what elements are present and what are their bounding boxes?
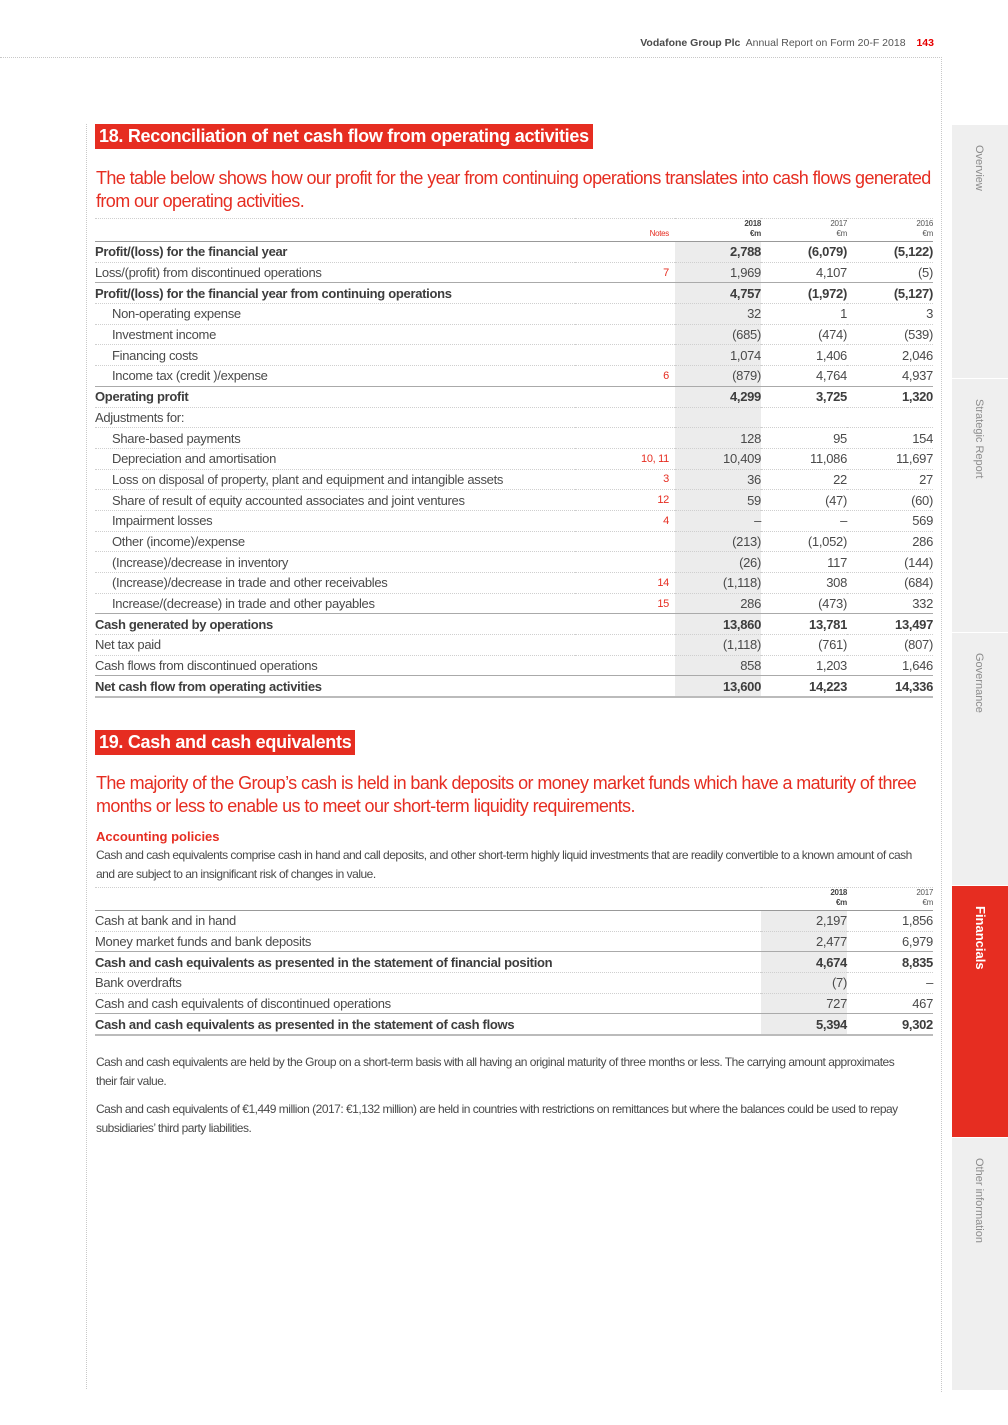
value-2017: 11,086: [761, 448, 847, 469]
value-2017: (47): [761, 490, 847, 511]
section-18-title: 18. Reconciliation of net cash flow from operating activities: [95, 124, 593, 149]
page-number: 143: [916, 37, 934, 49]
table-row: [95, 324, 933, 345]
side-tab-label: Financials: [973, 906, 988, 970]
table-row: [95, 552, 933, 573]
value-2016: 3: [847, 304, 933, 325]
value-2017: 4,107: [761, 262, 847, 283]
row-label: Cash and cash equivalents as presented in the statement of financial position: [95, 952, 761, 973]
value-2016: (539): [847, 324, 933, 345]
year-2018-header: 2018 €m: [761, 888, 847, 911]
table-row: [95, 510, 933, 531]
table-row: [95, 283, 933, 304]
page-header: [640, 37, 934, 49]
value-2017: 1: [761, 304, 847, 325]
row-note-ref: 12: [575, 490, 675, 511]
row-label: Non-operating expense: [95, 304, 575, 325]
value-2016: 154: [847, 428, 933, 449]
value-2017: 22: [761, 469, 847, 490]
label-header: [95, 888, 761, 911]
table-row: [95, 676, 933, 697]
value-2016: [847, 407, 933, 428]
row-note-ref: 4: [575, 510, 675, 531]
table-row: [95, 993, 933, 1014]
header-divider: [0, 57, 942, 58]
label-header: [95, 219, 575, 242]
row-note-ref: [575, 531, 675, 552]
row-label: Share of result of equity accounted associates and joint ventures: [95, 490, 575, 511]
row-note-ref: [575, 655, 675, 676]
value-2018: 4,757: [675, 283, 761, 304]
value-2017: 3,725: [761, 386, 847, 407]
row-note-ref: [575, 283, 675, 304]
row-note-ref: [575, 676, 675, 697]
company-name: Vodafone Group Plc: [640, 37, 741, 49]
cash-note-paragraph-2: Cash and cash equivalents of €1,449 million (2017: €1,132 million) are held in countries with restrictions on remittances but where the balances could be used to repay subsidiaries’ third party liabilities.: [96, 1102, 898, 1135]
value-2016: (60): [847, 490, 933, 511]
value-2016: 286: [847, 531, 933, 552]
value-2016: 14,336: [847, 676, 933, 697]
value-2017: 95: [761, 428, 847, 449]
reconciliation-table: [95, 218, 933, 698]
value-2018: 4,299: [675, 386, 761, 407]
accounting-policies-text: Cash and cash equivalents comprise cash in hand and call deposits, and other short-term highly liquid investments that are readily convertible to a known amount of cash and are subject to an insignificant risk of changes in value.: [96, 848, 912, 881]
table-row: [95, 386, 933, 407]
row-label: (Increase)/decrease in inventory: [95, 552, 575, 573]
row-note-ref: 6: [575, 366, 675, 387]
side-tab-financials[interactable]: [952, 885, 1008, 1137]
year-2017-header: 2017 €m: [847, 888, 933, 911]
value-2018: 5,394: [761, 1014, 847, 1035]
row-label: Net cash flow from operating activities: [95, 676, 575, 697]
row-label: Loss on disposal of property, plant and equipment and intangible assets: [95, 469, 575, 490]
row-note-ref: [575, 635, 675, 656]
value-2018: 4,674: [761, 952, 847, 973]
value-2017: (1,052): [761, 531, 847, 552]
value-2016: 27: [847, 469, 933, 490]
value-2018: 286: [675, 593, 761, 614]
table-row: [95, 448, 933, 469]
row-note-ref: [575, 324, 675, 345]
value-2016: (5): [847, 262, 933, 283]
row-label: Financing costs: [95, 345, 575, 366]
row-note-ref: [575, 304, 675, 325]
value-2018: 2,788: [675, 242, 761, 263]
row-label: Other (income)/expense: [95, 531, 575, 552]
row-note-ref: [575, 428, 675, 449]
value-2018: (7): [761, 973, 847, 994]
table-row: [95, 614, 933, 635]
value-2018: (213): [675, 531, 761, 552]
value-2017: –: [761, 510, 847, 531]
value-2016: 11,697: [847, 448, 933, 469]
value-2018: 128: [675, 428, 761, 449]
value-2017: 1,203: [761, 655, 847, 676]
value-2018: 2,477: [761, 931, 847, 952]
row-label: Money market funds and bank deposits: [95, 931, 761, 952]
row-label: Income tax (credit )/expense: [95, 366, 575, 387]
value-2018: 1,074: [675, 345, 761, 366]
value-2016: 569: [847, 510, 933, 531]
row-note-ref: [575, 407, 675, 428]
row-label: Cash and cash equivalents as presented in the statement of cash flows: [95, 1014, 761, 1035]
cash-equivalents-table: [95, 887, 933, 1036]
table-row: [95, 345, 933, 366]
value-2017: (761): [761, 635, 847, 656]
row-note-ref: 3: [575, 469, 675, 490]
value-2018: (1,118): [675, 573, 761, 594]
year-2017-header: 2017 €m: [761, 219, 847, 242]
row-label: Cash at bank and in hand: [95, 911, 761, 932]
row-label: Operating profit: [95, 386, 575, 407]
table-row: [95, 911, 933, 932]
side-tab-other-information[interactable]: [952, 1137, 1008, 1390]
value-2017: (6,079): [761, 242, 847, 263]
table-row: [95, 262, 933, 283]
value-2018: 13,600: [675, 676, 761, 697]
value-2016: 13,497: [847, 614, 933, 635]
value-2018: 32: [675, 304, 761, 325]
side-tab-label: Governance: [973, 653, 985, 713]
accounting-policies-heading: Accounting policies: [96, 829, 220, 844]
row-label: Net tax paid: [95, 635, 575, 656]
row-label: Profit/(loss) for the financial year: [95, 242, 575, 263]
table-row: [95, 573, 933, 594]
value-2018: 59: [675, 490, 761, 511]
value-2016: 1,646: [847, 655, 933, 676]
row-label: Increase/(decrease) in trade and other payables: [95, 593, 575, 614]
value-2018: (1,118): [675, 635, 761, 656]
value-2018: 10,409: [675, 448, 761, 469]
side-tab-governance[interactable]: [952, 632, 1008, 885]
value-2016: 332: [847, 593, 933, 614]
value-2018: (879): [675, 366, 761, 387]
table-row: [95, 952, 933, 973]
row-note-ref: [575, 552, 675, 573]
table-row: [95, 242, 933, 263]
table-row: [95, 635, 933, 656]
value-2018: 727: [761, 993, 847, 1014]
side-tab-label: Strategic Report: [973, 399, 985, 479]
row-note-ref: [575, 614, 675, 635]
table-row: [95, 973, 933, 994]
year-2018-header: 2018 €m: [675, 219, 761, 242]
side-tab-strategic-report[interactable]: [952, 378, 1008, 632]
report-title: Annual Report on Form 20-F 2018: [745, 37, 906, 49]
section-19-intro: The majority of the Group’s cash is held in bank deposits or money market funds which have a maturity of three months or less to enable us to meet our short-term liquidity requirements.: [96, 773, 917, 816]
table-row: [95, 531, 933, 552]
row-label: Cash generated by operations: [95, 614, 575, 635]
table-row: [95, 304, 933, 325]
value-2017: 13,781: [761, 614, 847, 635]
side-tab-label: Overview: [973, 145, 985, 191]
table-row: [95, 366, 933, 387]
value-2018: –: [675, 510, 761, 531]
row-label: Share-based payments: [95, 428, 575, 449]
value-2016: 2,046: [847, 345, 933, 366]
row-label: Bank overdrafts: [95, 973, 761, 994]
value-2017: 4,764: [761, 366, 847, 387]
table-row: [95, 407, 933, 428]
value-2018: 858: [675, 655, 761, 676]
value-2016: (684): [847, 573, 933, 594]
value-2017: 9,302: [847, 1014, 933, 1035]
left-margin-divider: [86, 124, 87, 1389]
row-note-ref: [575, 386, 675, 407]
right-margin-divider: [941, 57, 942, 1392]
value-2016: 1,320: [847, 386, 933, 407]
value-2018: 2,197: [761, 911, 847, 932]
value-2017: 14,223: [761, 676, 847, 697]
value-2016: (807): [847, 635, 933, 656]
value-2017: –: [847, 973, 933, 994]
row-note-ref: 10, 11: [575, 448, 675, 469]
notes-header: Notes: [575, 219, 675, 242]
value-2017: 467: [847, 993, 933, 1014]
row-label: Depreciation and amortisation: [95, 448, 575, 469]
value-2016: 4,937: [847, 366, 933, 387]
row-label: Adjustments for:: [95, 407, 575, 428]
row-label: Investment income: [95, 324, 575, 345]
value-2017: (474): [761, 324, 847, 345]
row-label: Cash and cash equivalents of discontinued operations: [95, 993, 761, 1014]
table-header-row: [95, 888, 933, 911]
value-2017: 117: [761, 552, 847, 573]
value-2017: 6,979: [847, 931, 933, 952]
row-note-ref: 15: [575, 593, 675, 614]
row-label: Loss/(profit) from discontinued operations: [95, 262, 575, 283]
side-tab-label: Other information: [973, 1158, 985, 1243]
table-row: [95, 593, 933, 614]
value-2017: 308: [761, 573, 847, 594]
value-2018: 1,969: [675, 262, 761, 283]
row-note-ref: [575, 345, 675, 366]
row-label: Cash flows from discontinued operations: [95, 655, 575, 676]
table-row: [95, 655, 933, 676]
table-row: [95, 469, 933, 490]
row-label: (Increase)/decrease in trade and other receivables: [95, 573, 575, 594]
value-2018: (26): [675, 552, 761, 573]
year-2016-header: 2016 €m: [847, 219, 933, 242]
value-2017: [761, 407, 847, 428]
section-19-title: 19. Cash and cash equivalents: [95, 730, 355, 755]
table-row: [95, 1014, 933, 1035]
value-2017: 1,406: [761, 345, 847, 366]
row-note-ref: 7: [575, 262, 675, 283]
value-2016: (144): [847, 552, 933, 573]
value-2017: (1,972): [761, 283, 847, 304]
value-2018: 36: [675, 469, 761, 490]
section-18-intro: The table below shows how our profit for the year from continuing operations translates into cash flows generated from our operating activities.: [96, 168, 931, 211]
value-2017: (473): [761, 593, 847, 614]
cash-note-paragraph-1: Cash and cash equivalents are held by the Group on a short-term basis with all having an original maturity of three months or less. The carrying amount approximates their fair value.: [96, 1055, 895, 1088]
value-2018: (685): [675, 324, 761, 345]
value-2017: 1,856: [847, 911, 933, 932]
value-2018: 13,860: [675, 614, 761, 635]
row-label: Impairment losses: [95, 510, 575, 531]
value-2016: (5,127): [847, 283, 933, 304]
side-tab-overview[interactable]: [952, 124, 1008, 378]
table-header-row: [95, 219, 933, 242]
table-row: [95, 490, 933, 511]
value-2018: [675, 407, 761, 428]
row-note-ref: 14: [575, 573, 675, 594]
table-row: [95, 931, 933, 952]
row-label: Profit/(loss) for the financial year from continuing operations: [95, 283, 575, 304]
table-row: [95, 428, 933, 449]
row-note-ref: [575, 242, 675, 263]
value-2016: (5,122): [847, 242, 933, 263]
value-2017: 8,835: [847, 952, 933, 973]
